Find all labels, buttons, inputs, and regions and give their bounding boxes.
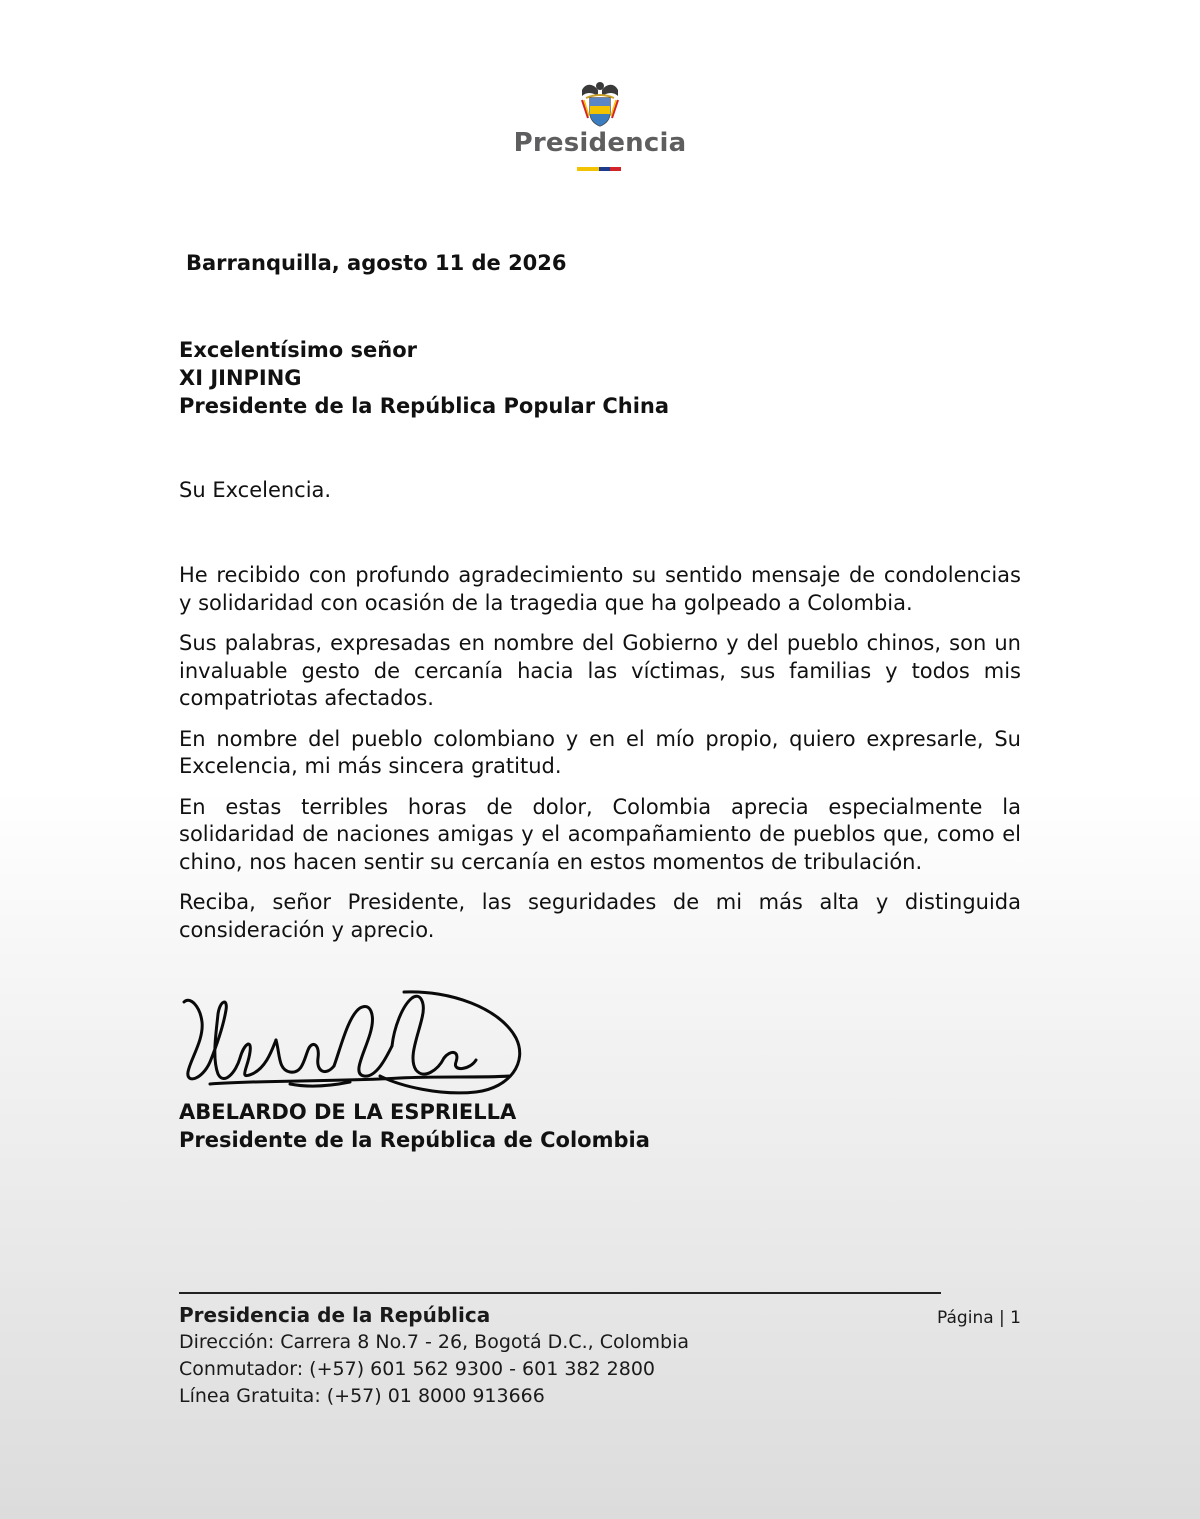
- body-paragraph: En estas terribles horas de dolor, Colombia aprecia especialmente la solidaridad de naciones amigas y el acompañamiento de pueblos que, como el chino, nos hacen sentir su cercanía en estos momentos de tribulación.: [179, 794, 1021, 874]
- footer: [179, 1302, 689, 1410]
- recipient-block: [179, 336, 669, 420]
- date-line: Barranquilla, agosto 11 de 2026: [186, 251, 567, 275]
- coat-of-arms-icon: [576, 78, 624, 128]
- salutation: Su Excelencia.: [179, 478, 332, 502]
- colombia-flag-bar: [577, 167, 621, 171]
- logo-text: Presidencia: [513, 128, 687, 158]
- body-paragraph: En nombre del pueblo colombiano y en el mío propio, quiero expresarle, Su Excelencia, mi más sincera gratitud.: [179, 726, 1021, 778]
- footer-toll-free: Línea Gratuita: (+57) 01 8000 913666: [179, 1385, 545, 1407]
- body-paragraph: Reciba, señor Presidente, las seguridades de mi más alta y distinguida consideración y aprecio.: [179, 890, 1021, 942]
- signer-title: Presidente de la República de Colombia: [179, 1128, 650, 1152]
- handwritten-signature: [180, 988, 530, 1100]
- recipient-name: XI JINPING: [179, 366, 302, 390]
- flag-stripe-red: [610, 167, 621, 171]
- footer-address: Dirección: Carrera 8 No.7 - 26, Bogotá D.C., Colombia: [179, 1331, 690, 1353]
- footer-title: Presidencia de la República: [179, 1303, 491, 1327]
- footer-switchboard: Conmutador: (+57) 601 562 9300 - 601 382 2800: [179, 1358, 656, 1380]
- letter-body: [179, 562, 1021, 957]
- presidencia-logo: [500, 78, 700, 178]
- flag-stripe-yellow: [577, 167, 599, 171]
- recipient-title: Presidente de la República Popular China: [179, 394, 670, 418]
- page-number: Página | 1: [937, 1308, 1021, 1328]
- recipient-honorific: Excelentísimo señor: [179, 338, 418, 362]
- signer-block: [179, 1098, 650, 1154]
- flag-stripe-blue: [599, 167, 610, 171]
- footer-divider: [179, 1292, 941, 1294]
- body-paragraph: He recibido con profundo agradecimiento su sentido mensaje de condolencias y solidaridad con ocasión de la tragedia que ha golpeado a Colombia.: [179, 563, 1021, 615]
- body-paragraph: Sus palabras, expresadas en nombre del Gobierno y del pueblo chinos, son un invaluable gesto de cercanía hacia las víctimas, sus familias y todos mis compatriotas afectados.: [179, 631, 1021, 710]
- signer-name: ABELARDO DE LA ESPRIELLA: [179, 1100, 517, 1124]
